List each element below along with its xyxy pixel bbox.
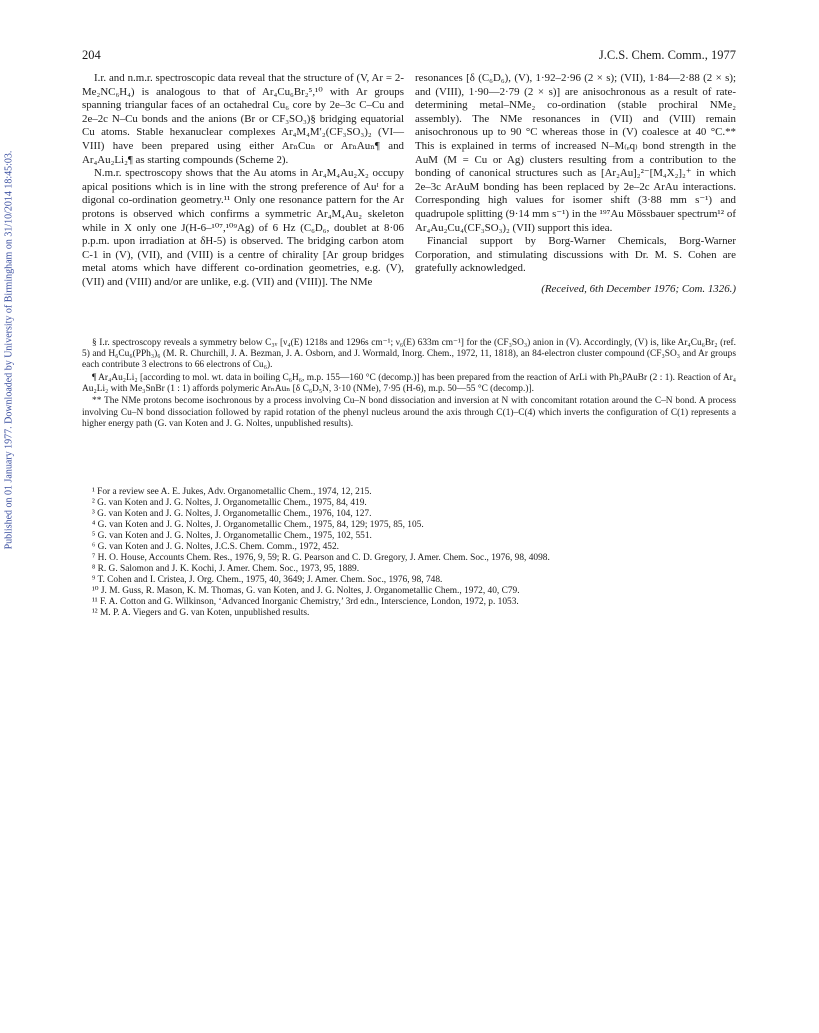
footnote: ** The NMe protons become isochronous by a process involving Cu–N bond dissociation and inversion at N with concomitant rotation around the C–N bond. A process involving Cu–N bond dissociation followed by rapid rotation of the phenyl nucleus around the axis through C(1)–C(4) which inverts the configuration of C(1) represents a higher energy path (G. van Koten and J. G. Noltes, unpublished results). [82,396,736,429]
reference-item: ¹¹ F. A. Cotton and G. Wilkinson, ‘Advanced Inorganic Chemistry,’ 3rd edn., Interscience, London, 1972, p. 1053. [92,597,519,607]
reference-list [82,487,736,619]
reference-item: ² G. van Koten and J. G. Noltes, J. Organometallic Chem., 1975, 84, 419. [92,498,367,508]
page-header [82,48,736,64]
download-stamp [2,0,16,1033]
acknowledgement: Financial support by Borg-Warner Chemicals, Borg-Warner Corporation, and stimulating discussions with Dr. M. S. Cohen are gratefully acknowledged. [415,235,736,275]
reference-item: ⁸ R. G. Salomon and J. K. Kochi, J. Amer. Chem. Soc., 1973, 95, 1889. [92,564,360,574]
reference-item: ¹⁰ J. M. Guss, R. Mason, K. M. Thomas, G. van Koten, and J. G. Noltes, J. Organometallic Chem., 1972, 40, C79. [92,586,520,596]
reference-item: ⁷ H. O. House, Accounts Chem. Res., 1976, 9, 59; R. G. Pearson and C. D. Gregory, J. Amer. Chem. Soc., 1976, 98, 4098. [92,553,550,563]
reference-item: ⁴ G. van Koten and J. G. Noltes, J. Organometallic Chem., 1975, 84, 129; 1975, 85, 105. [92,520,424,530]
received-date: (Received, 6th December 1976; Com. 1326.) [541,282,736,295]
reference-item: ¹ For a review see A. E. Jukes, Adv. Organometallic Chem., 1974, 12, 215. [92,487,372,497]
body-paragraph: N.m.r. spectroscopy shows that the Au atoms in Ar₄M₄Au₂X₂ occupy apical positions which is in line with the strong preference of Auᴵ for a digonal co-ordination geometry.¹¹ Only one resonance pattern for the Ar protons is observed which confirms a symmetric Ar₄M₄Au₂ skeleton while in X only one J(H-6–¹⁰⁷,¹⁰⁹Ag) of 6 Hz (C₆D₆, doublet at 8·06 p.p.m. upon irradiation at δH-5) is observed. The bridging carbon atom C-1 in (V), (VII), and (VIII) is a centre of chirality [Ar group bridges metal atoms which have different co-ordination geometries, e.g. (V), (VII) and (VIII) and/or are unlike, e.g. (VII) and (VIII)]. The NMe [82,167,404,288]
reference-item: ³ G. van Koten and J. G. Noltes, J. Organometallic Chem., 1976, 104, 127. [92,509,372,519]
footnotes [82,338,736,431]
reference-item: ⁶ G. van Koten and J. G. Noltes, J.C.S. Chem. Comm., 1972, 452. [92,542,340,552]
body-paragraph: resonances [δ (C₆D₆), (V), 1·92–2·96 (2 × s); (VII), 1·84—2·88 (2 × s); and (VIII), 1·90—2·79 (2 × s)] are anisochronous as a result of rate-determining metal–NMe₂ co-ordination (stable prochiral NMe₂ assembly). The NMe resonances in (VII) and (VIII) remain anisochronous up to 90 °C whereas those in (V) coalesce at 40 °C.** This is explained in terms of increased N–M₍ₑq₎ bond strength in the AuM (M = Cu or Ag) clusters resulting from a contribution to the bonding of canonical structures such as [Ar₂Au]₂²⁻[M₄X₂]₂⁺ in which 2e–3c ArAuM bonding has been replaced by 2e–2c ArAu interactions. Corresponding high values for isomer shift (3·88 mm s⁻¹) and quadrupole splitting (9·14 mm s⁻¹) in the ¹⁹⁷Au Mössbauer spectrum¹² of Ar₄Au₂Cu₄(CF₃SO₃)₂ (VII) support this idea. [415,72,736,234]
left-column [82,72,404,290]
page-number: 204 [82,48,101,62]
download-stamp-text: Published on 01 January 1977. Downloaded by University of Birmingham on 31/10/2014 18:45:03. [3,150,15,550]
footnote: § I.r. spectroscopy reveals a symmetry below C₃ᵥ [ν₄(E) 1218s and 1296s cm⁻¹; ν₆(E) 633m cm⁻¹] for the (CF₃SO₃) anion in (V). Accordingly, (V) is, like Ar₄Cu₆Br₂ (ref. 5) and H₆Cu₆(PPh₃)₆ (M. R. Churchill, J. A. Bezman, J. A. Osborn, and J. Wormald, Inorg. Chem., 1972, 11, 1818), an 84-electron cluster compound (CF₃SO₃ and Ar groups each contribute 3 electrons to 66 electrons of Cu₆). [82,338,736,371]
body-paragraph: I.r. and n.m.r. spectroscopic data reveal that the structure of (V, Ar = 2-Me₂NC₆H₄) is analogous to that of Ar₄Cu₆Br₂⁵,¹⁰ with Ar groups spanning triangular faces of an octahedral Cu₆ core by 2e–3c C–Cu and 2e–2c N–Cu bonds and the anions (Br or CF₃SO₃)§ bridging equatorial Cu atoms. Stable hexanuclear complexes Ar₄M₄M′₂(CF₃SO₃)₂ (VI—VIII) have been prepared using either ArₙCuₙ or ArₙAuₙ¶ and Ar₄Au₂Li₂¶ as starting compounds (Scheme 2). [82,72,404,166]
reference-item: ⁵ G. van Koten and J. G. Noltes, J. Organometallic Chem., 1975, 102, 551. [92,531,372,541]
right-column [415,72,736,297]
reference-item: ¹² M. P. A. Viegers and G. van Koten, unpublished results. [92,608,310,618]
footnote: ¶ Ar₄Au₂Li₂ [according to mol. wt. data in boiling C₆H₆, m.p. 155—160 °C (decomp.)] has been prepared from the reaction of ArLi with Ph₃PAuBr (2 : 1). Reaction of Ar₄ Au₂Li₂ with Me₃SnBr (1 : 1) affords polymeric ArₙAuₙ [δ C₆D₅N, 3·10 (NMe), 7·95 (H-6), m.p. 50—55 °C (decomp.)]. [82,372,736,394]
journal-title: J.C.S. Chem. Comm., 1977 [598,48,736,62]
reference-item: ⁹ T. Cohen and I. Cristea, J. Org. Chem., 1975, 40, 3649; J. Amer. Chem. Soc., 1976, 98, 748. [92,575,443,585]
